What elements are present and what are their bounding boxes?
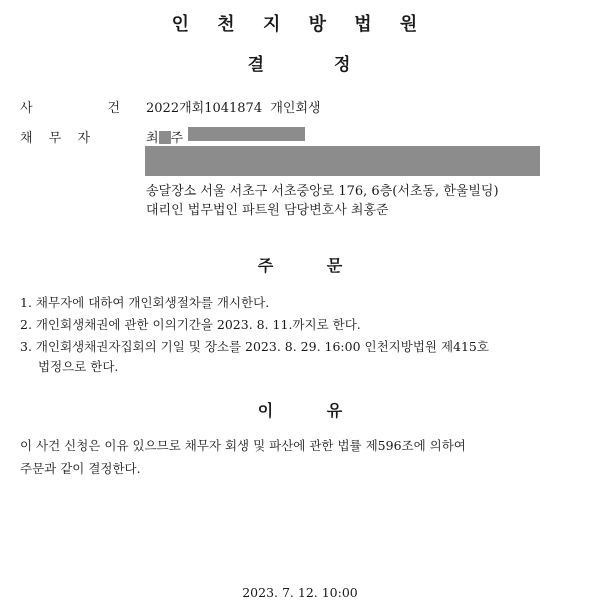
order-item-1 bbox=[20, 293, 269, 311]
order-item-2 bbox=[20, 315, 361, 333]
debtor-name-redaction bbox=[159, 131, 171, 144]
debtor-name-end: 주 bbox=[170, 131, 184, 146]
order-item-3-text: 개인회생채권자집회의 기일 및 장소를 2023. 8. 29. 16:00 인천지방법원 제415호 bbox=[35, 339, 489, 354]
debtor-id-redaction bbox=[188, 127, 305, 141]
order-item-2-number: 2. bbox=[20, 317, 32, 332]
court-name: 인 천 지 방 법 원 bbox=[171, 14, 429, 35]
order-item-1-number: 1. bbox=[20, 295, 32, 310]
case-label bbox=[20, 97, 120, 116]
order-item-3-continuation: 법정으로 한다. bbox=[38, 359, 119, 374]
debtor-label-char-3: 자 bbox=[77, 131, 90, 146]
case-label-char-1: 사 bbox=[20, 101, 33, 116]
debtor-label-char-1: 채 bbox=[20, 131, 33, 146]
debtor-address-redaction bbox=[145, 146, 540, 176]
document-type-title: 결 정 bbox=[247, 55, 353, 75]
reason-text-line-1: 이 사건 신청은 이유 있으므로 채무자 회생 및 파산에 관한 법률 제596조에 의하여 bbox=[20, 438, 466, 453]
service-address: 송달장소 서울 서초구 서초중앙로 176, 6층(서초동, 한울빌딩) bbox=[146, 184, 499, 199]
order-item-3-number: 3. bbox=[20, 339, 32, 354]
case-type: 개인회생 bbox=[270, 101, 321, 116]
order-item-1-text: 채무자에 대하여 개인회생절차를 개시한다. bbox=[35, 295, 270, 310]
debtor-name-start: 최 bbox=[146, 131, 159, 146]
reason-heading: 이 유 bbox=[257, 401, 343, 420]
reason-text-line-2: 주문과 같이 결정한다. bbox=[20, 461, 141, 476]
decision-datetime: 2023. 7. 12. 10:00 bbox=[242, 585, 358, 600]
legal-representative: 대리인 법무법인 파트원 담당변호사 최홍준 bbox=[146, 203, 389, 218]
case-label-char-2: 건 bbox=[107, 101, 120, 116]
debtor-label-char-2: 무 bbox=[48, 131, 62, 146]
debtor-name bbox=[146, 127, 183, 146]
case-value bbox=[146, 97, 321, 116]
order-item-2-text: 개인회생채권에 관한 이의기간을 2023. 8. 11.까지로 한다. bbox=[35, 317, 361, 332]
order-heading: 주 문 bbox=[257, 256, 343, 275]
order-item-3 bbox=[20, 337, 489, 355]
debtor-label bbox=[20, 127, 90, 146]
case-number: 2022개회1041874 bbox=[146, 101, 263, 116]
